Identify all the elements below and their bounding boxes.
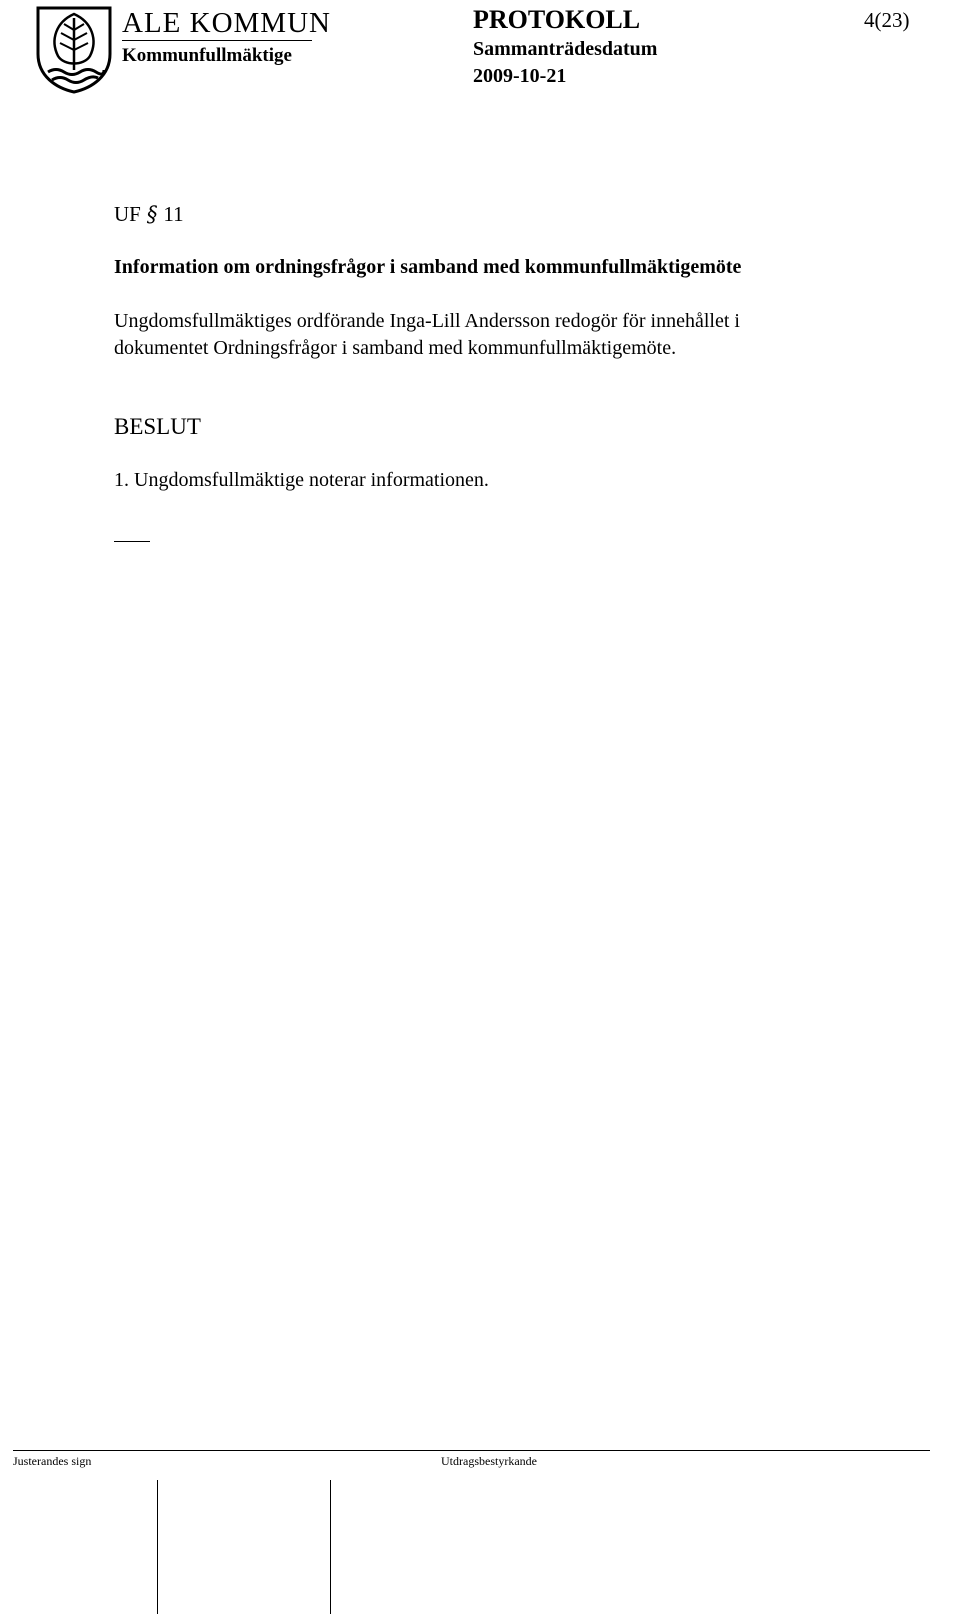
section-id <box>114 200 184 228</box>
org-name-divider <box>122 40 312 41</box>
document-type: PROTOKOLL <box>473 5 641 34</box>
footer-extract-label: Utdragsbestyrkande <box>441 1454 537 1468</box>
decision-item: 1. Ungdomsfullmäktige noterar informationen. <box>114 469 489 491</box>
item-body <box>114 308 844 362</box>
signature-box-divider <box>330 1480 331 1614</box>
body-line: Ungdomsfullmäktiges ordförande Inga-Lill Andersson redogör för innehållet i <box>114 310 740 332</box>
decision-heading: BESLUT <box>114 414 201 439</box>
org-unit: Kommunfullmäktige <box>122 45 292 66</box>
end-of-item-rule <box>114 541 150 542</box>
meeting-date-value: 2009-10-21 <box>473 65 567 87</box>
page-number: 4(23) <box>864 8 910 32</box>
body-line: dokumentet Ordningsfrågor i samband med kommunfullmäktigemöte. <box>114 337 677 359</box>
item-title: Information om ordningsfrågor i samband med kommunfullmäktigemöte <box>114 256 742 278</box>
meeting-date-label: Sammanträdesdatum <box>473 38 658 60</box>
municipal-shield-tree-icon <box>34 4 114 94</box>
section-number: 11 <box>163 202 184 226</box>
section-prefix: UF <box>114 202 141 226</box>
section-symbol: § <box>146 202 158 226</box>
org-name: ALE KOMMUN <box>122 7 331 39</box>
footer-sign-label: Justerandes sign <box>13 1454 92 1468</box>
footer-divider <box>13 1450 930 1451</box>
signature-box-divider <box>157 1480 158 1614</box>
